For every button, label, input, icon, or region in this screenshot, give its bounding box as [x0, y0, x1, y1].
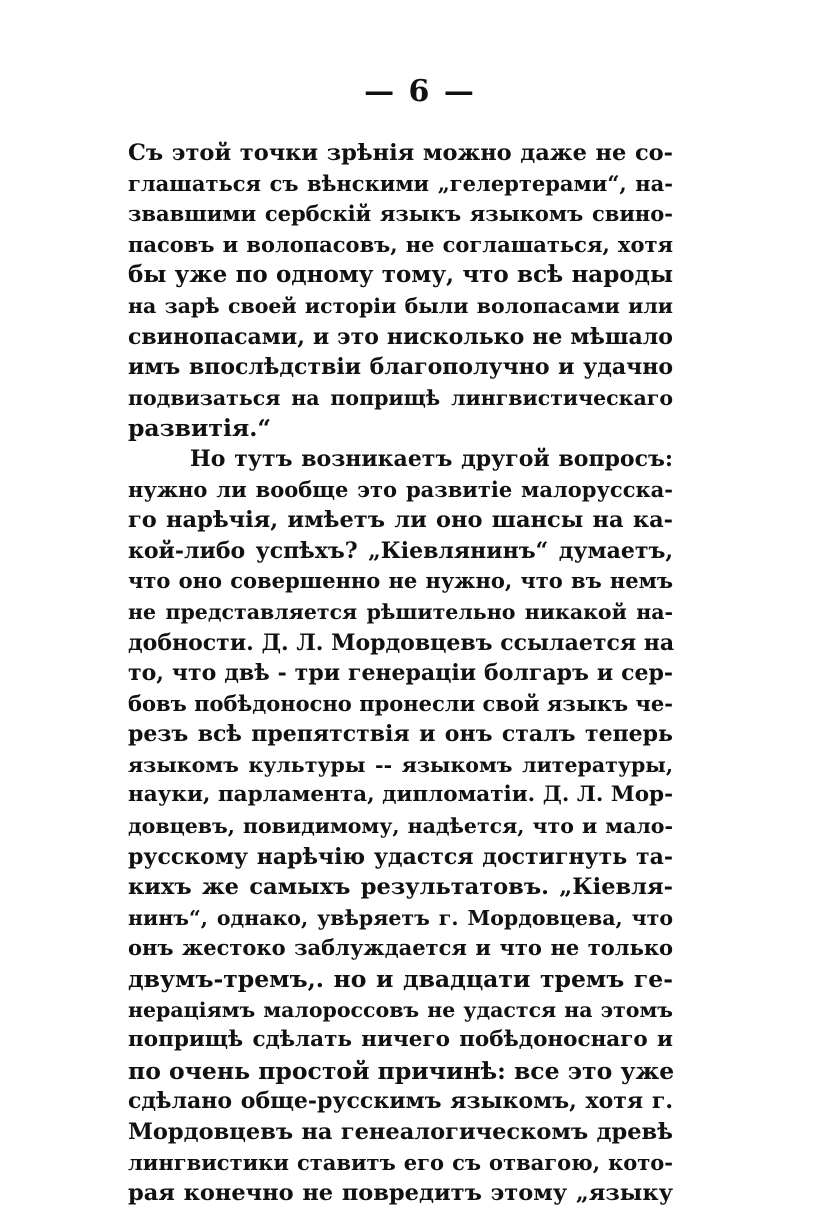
- text-line: нераціямъ малороссовъ не удастся на этомъ: [128, 997, 673, 1022]
- text-line: резъ всѣ препятствія и онъ сталъ теперь: [128, 721, 673, 748]
- text-line: русскому нарѣчію удастся достигнуть та-: [128, 843, 673, 870]
- text-line: имъ впослѣдствіи благополучно и удачно: [128, 354, 673, 381]
- text-line: свинопасами, и это нисколько не мѣшало: [128, 323, 673, 350]
- text-line: довцевъ, повидимому, надѣется, что и мало-: [128, 814, 673, 839]
- text-line: звавшими сербскій языкъ языкомъ свино-: [128, 201, 673, 227]
- text-line: двумъ-тремъ,. но и двадцати тремъ ге-: [128, 965, 673, 994]
- text-line: бовъ побѣдоносно пронесли свой языкъ че-: [128, 690, 673, 716]
- text-line: не представляется рѣшительно никакой на-: [128, 599, 673, 624]
- text-line: кой-либо успѣхъ? „Кіевлянинъ“ думаетъ,: [128, 537, 673, 564]
- text-line: рая конечно не повредитъ этому „языку: [128, 1180, 673, 1207]
- text-line: на зарѣ своей исторіи были волопасами или: [128, 293, 673, 318]
- text-line: лингвистики ставитъ его съ отвагою, кото-: [128, 1149, 673, 1175]
- text-line: подвизаться на поприщѣ лингвистическаго: [128, 385, 673, 410]
- text-line: нинъ“, однако, увѣряетъ г. Мордовцева, что: [128, 905, 673, 930]
- text-line: по очень простой причинѣ: все это уже: [128, 1056, 675, 1085]
- text-line: развитія.“: [128, 414, 271, 443]
- text-line: го нарѣчія, имѣетъ ли оно шансы на ка-: [128, 507, 673, 534]
- text-line: науки, парламента, дипломатіи. Д. Л. Мор-: [128, 782, 673, 808]
- body-text: [128, 138, 673, 1209]
- text-line: что оно совершенно не нужно, что въ немъ: [128, 568, 673, 594]
- text-line: онъ жестоко заблуждается и что не только: [128, 935, 673, 961]
- text-line: бы уже по одному тому, что всѣ народы: [128, 261, 673, 289]
- text-line: Но тутъ возникаетъ другой вопросъ:: [190, 445, 673, 472]
- text-line: добности. Д. Л. Мордовцевъ ссылается на: [128, 629, 675, 656]
- text-line: Мордовцевъ на генеалогическомъ древѣ: [128, 1119, 673, 1145]
- text-line: Съ этой точки зрѣнія можно даже не со-: [128, 140, 673, 166]
- text-line: нужно ли вообще это развитіе малорусска-: [128, 476, 673, 502]
- text-line: языкомъ культуры -- языкомъ литературы,: [128, 752, 673, 777]
- page-number: — 6 —: [364, 74, 476, 109]
- text-line: сдѣлано обще-русскимъ языкомъ, хотя г.: [128, 1088, 673, 1115]
- text-line: пасовъ и волопасовъ, не соглашаться, хотя: [128, 231, 673, 257]
- text-line: глашаться съ вѣнскими „гелертерами“, на-: [128, 170, 673, 196]
- text-line: то, что двѣ - три генераціи болгаръ и сер-: [128, 660, 673, 687]
- text-line: поприщѣ сдѣлать ничего побѣдоноснаго и: [128, 1027, 673, 1053]
- text-line: кихъ же самыхъ результатовъ. „Кіевля-: [128, 874, 673, 901]
